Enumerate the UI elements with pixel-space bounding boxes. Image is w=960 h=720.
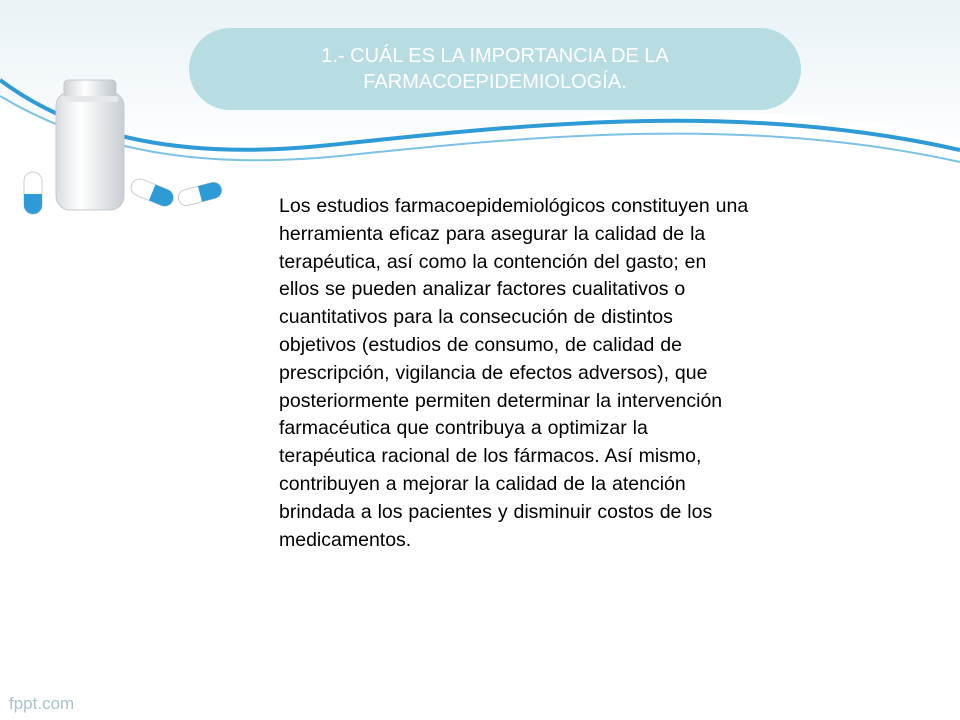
body-paragraph: Los estudios farmacoepidemiológicos constituyen una herramienta eficaz para asegurar la calidad de la terapéutica, así como la contención del gasto; en ellos se pueden analizar factores cualitativos o cuantitativos para la consecución de distintos objetivos (estudios de consumo, de calidad de prescripción, vigilancia de efectos adversos), que posteriormente permiten determinar la intervención farmacéutica que contribuya a optimizar la terapéutica racional de los fármacos. Así mismo, contribuyen a mejorar la calidad de la atención brindada a los pacientes y disminuir costos de los medicamentos.	[279, 195, 749, 551]
capsule-icon	[177, 181, 224, 208]
medicine-bottle-icon	[56, 80, 124, 210]
slide-title: 1.- CUÁL ES LA IMPORTANCIA DE LA FARMACOEPIDEMIOLOGÍA.	[321, 45, 669, 93]
title-banner	[189, 28, 801, 110]
footer-watermark: fppt.com	[9, 694, 75, 713]
capsule-icon	[129, 176, 176, 208]
capsule-icon	[24, 172, 42, 214]
